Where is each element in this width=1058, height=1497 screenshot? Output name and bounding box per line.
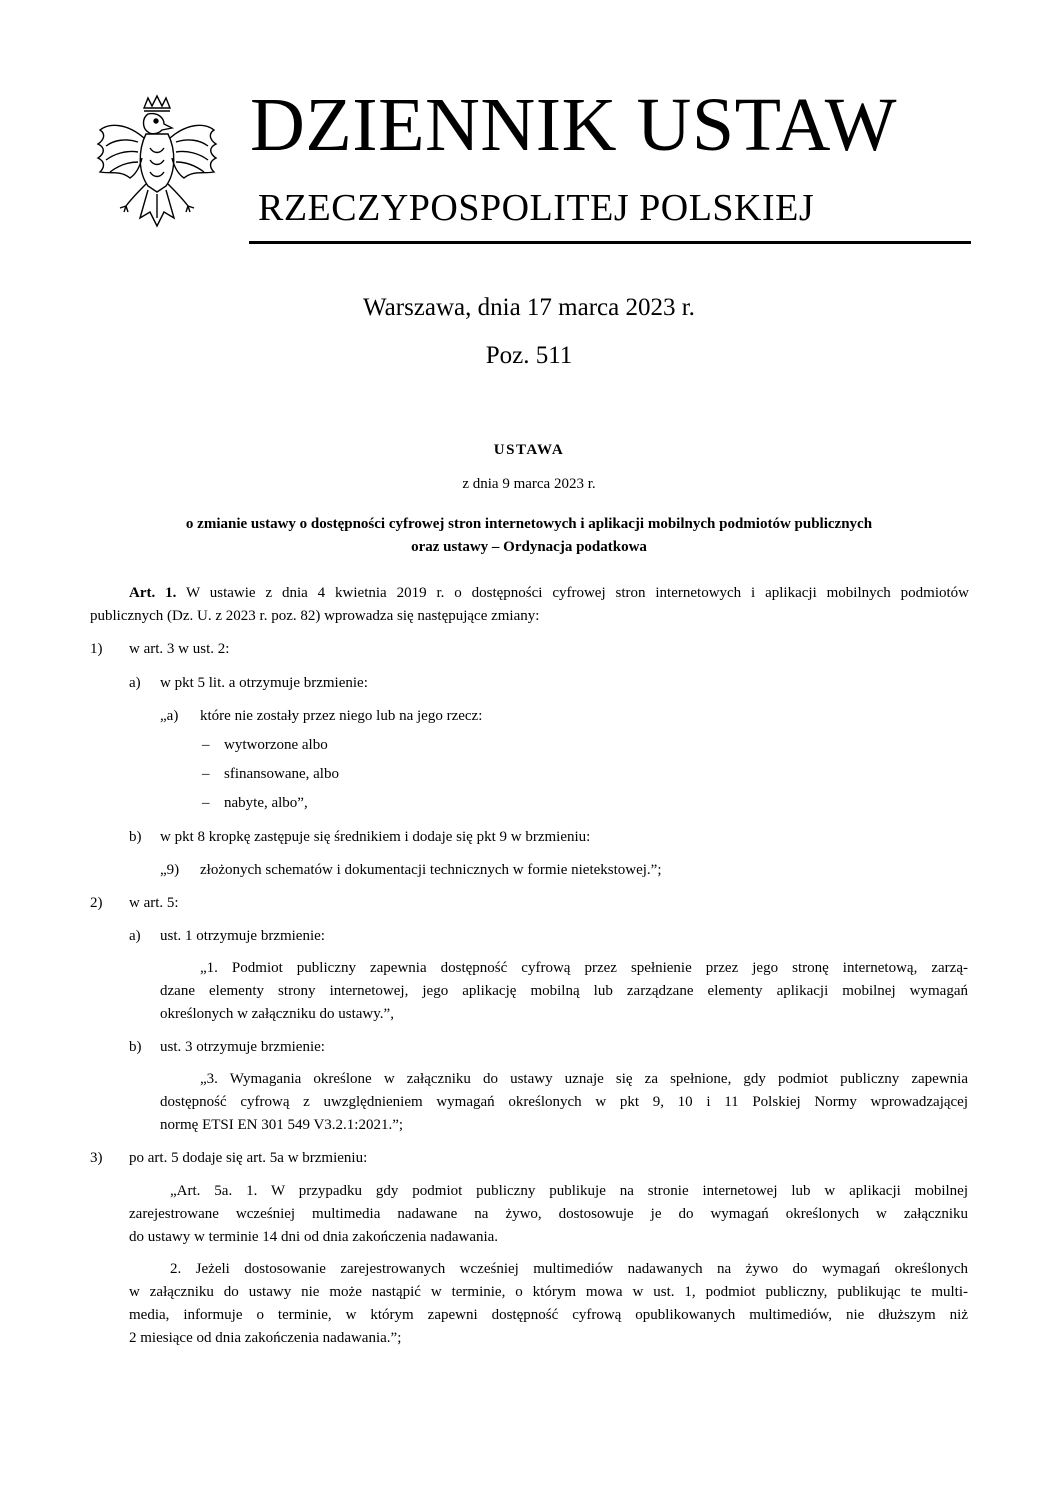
dash-mark: –	[202, 737, 210, 753]
quote-text: określonych w załączniku do ustawy.”,	[160, 1006, 394, 1022]
quote-text: do ustawy w terminie 14 dni od dnia zakończenia nadawania.	[129, 1229, 499, 1245]
publication-date: Warszawa, dnia 17 marca 2023 r.	[363, 294, 695, 321]
quote-text: „3. Wymagania określone w załączniku do ustawy uznaje się za spełnione, gdy podmiot publiczny zapewnia	[200, 1071, 968, 1087]
letter-label: a)	[129, 928, 141, 944]
list-item: wytworzone albo	[224, 737, 328, 753]
list-item: sfinansowane, albo	[224, 766, 339, 782]
quote-text: które nie zostały przez niego lub na jego rzecz:	[200, 708, 483, 724]
quote-text: normę ETSI EN 301 549 V3.2.1:2021.”;	[160, 1117, 404, 1133]
quote-label: „9)	[160, 862, 180, 878]
act-date: z dnia 9 marca 2023 r.	[462, 476, 596, 492]
point-text: w art. 3 w ust. 2:	[129, 641, 230, 657]
quote-text: w załączniku do ustawy nie może nastąpić w terminie, o którym mowa w ust. 1, podmiot publiczny, publikując te multi-	[129, 1284, 968, 1300]
act-title-line: oraz ustawy – Ordynacja podatkowa	[411, 539, 647, 555]
letter-text: w pkt 5 lit. a otrzymuje brzmienie:	[160, 675, 368, 691]
point-text: po art. 5 dodaje się art. 5a w brzmieniu:	[129, 1150, 368, 1166]
point-text: w art. 5:	[129, 895, 179, 911]
quote-text: złożonych schematów i dokumentacji technicznych w formie nietekstowej.”;	[200, 862, 662, 878]
point-number: 3)	[90, 1150, 103, 1166]
polish-eagle-emblem-icon	[92, 94, 222, 240]
masthead-divider	[249, 241, 971, 244]
quote-text: „1. Podmiot publiczny zapewnia dostępność cyfrową przez spełnienie przez jego stronę internetową, zarzą-	[200, 960, 968, 976]
letter-label: a)	[129, 675, 141, 691]
act-title-line: o zmianie ustawy o dostępności cyfrowej stron internetowych i aplikacji mobilnych podmiotów publicznych	[185, 516, 873, 532]
quote-text: media, informuje o terminie, w którym zapewni dostępność cyfrową opublikowanych multimediów, nie dłuższym niż	[129, 1307, 968, 1323]
article-label: Art. 1.	[129, 585, 177, 601]
quote-text: dzane elementy strony internetowej, jego aplikację mobilną lub zarządzane elementy aplikacji mobilnej wymagań	[160, 983, 968, 999]
dash-mark: –	[202, 795, 210, 811]
point-number: 1)	[90, 641, 103, 657]
letter-text: w pkt 8 kropkę zastępuje się średnikiem i dodaje się pkt 9 w brzmieniu:	[160, 829, 591, 845]
quote-text: dostępność cyfrową z uwzględnieniem wymagań określonych w pkt 9, 10 i 11 Polskiej Normy wprowadzającej	[160, 1094, 968, 1110]
act-type: USTAWA	[493, 442, 565, 458]
quote-label: „a)	[160, 708, 179, 724]
quote-text: 2 miesiące od dnia zakończenia nadawania.”;	[129, 1330, 402, 1346]
point-number: 2)	[90, 895, 103, 911]
position-number: Poz. 511	[485, 342, 573, 369]
journal-title: DZIENNIK USTAW	[250, 83, 898, 167]
letter-text: ust. 3 otrzymuje brzmienie:	[160, 1039, 325, 1055]
quote-text: 2. Jeżeli dostosowanie zarejestrowanych wcześniej multimediów nadawanych na żywo do wymagań określonych	[170, 1261, 968, 1277]
list-item: nabyte, albo”,	[224, 795, 308, 811]
article-text: publicznych (Dz. U. z 2023 r. poz. 82) wprowadza się następujące zmiany:	[90, 608, 540, 624]
letter-label: b)	[129, 1039, 142, 1055]
letter-text: ust. 1 otrzymuje brzmienie:	[160, 928, 325, 944]
journal-subtitle: RZECZYPOSPOLITEJ POLSKIEJ	[258, 187, 815, 229]
article-1-intro	[129, 582, 969, 604]
letter-label: b)	[129, 829, 142, 845]
quote-text: „Art. 5a. 1. W przypadku gdy podmiot publiczny publikuje na stronie internetowej lub w aplikacji mobilnej	[170, 1183, 968, 1199]
quote-text: zarejestrowane wcześniej multimedia nadawane na żywo, dostosowuje je do wymagań określonych w załączniku	[129, 1206, 968, 1222]
dash-mark: –	[202, 766, 210, 782]
article-text: W ustawie z dnia 4 kwietnia 2019 r. o dostępności cyfrowej stron internetowych i aplikacji mobilnych podmiotów	[185, 585, 969, 601]
